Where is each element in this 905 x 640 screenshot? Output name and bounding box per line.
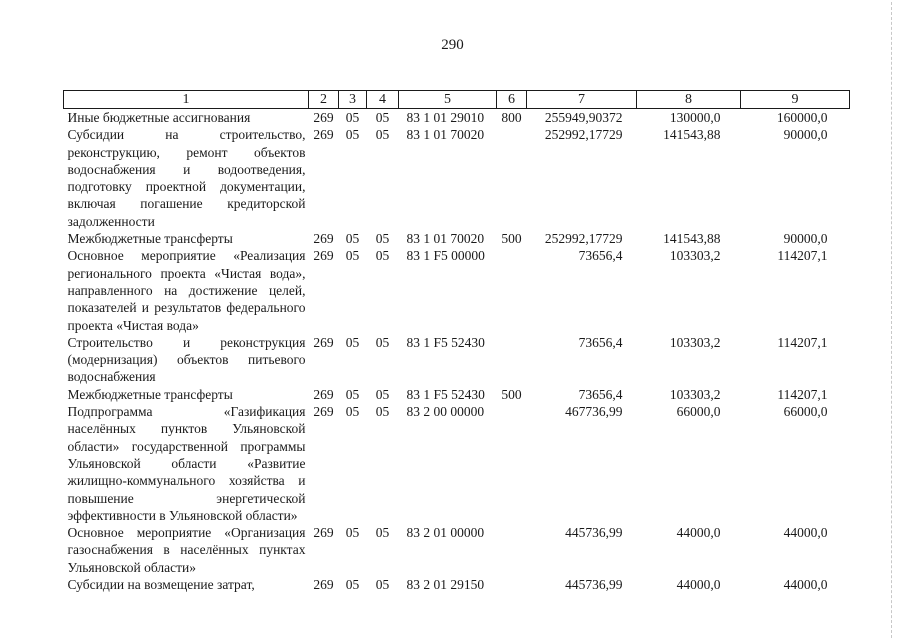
row-subsection: 05 xyxy=(375,248,390,264)
row-value-9: 44000,0 xyxy=(783,525,828,541)
row-subsection: 05 xyxy=(375,127,390,143)
row-value-8: 103303,2 xyxy=(669,386,721,402)
row-name: Субсидии на строительство, реконструкцию, ремонт объектов водоснабжения и водоотведения, подготовку проектной документации, включая погашение кредиторской задолженности xyxy=(67,127,306,229)
row-name: Иные бюджетные ассигнования xyxy=(67,110,251,125)
row-ministry-code: 269 xyxy=(313,404,334,420)
row-expense-type: 500 xyxy=(501,231,522,247)
row-expense-type xyxy=(497,126,527,230)
row-target-code: 83 2 01 00000 xyxy=(406,525,485,541)
row-ministry-code: 269 xyxy=(313,231,334,247)
scan-edge-line xyxy=(891,2,892,638)
page-number: 290 xyxy=(441,37,464,53)
header-col-2: 2 xyxy=(309,91,339,109)
row-target-code: 83 1 F5 52430 xyxy=(406,386,485,402)
row-expense-type xyxy=(497,334,527,386)
row-expense-type xyxy=(497,576,527,593)
row-subsection: 05 xyxy=(375,577,390,593)
row-subsection: 05 xyxy=(375,386,390,402)
table-row xyxy=(64,403,850,524)
row-value-8: 130000,0 xyxy=(669,110,721,125)
row-section: 05 xyxy=(345,248,360,264)
row-ministry-code: 269 xyxy=(313,386,334,402)
row-target-code: 83 1 F5 52430 xyxy=(406,334,485,350)
row-value-7: 252992,17729 xyxy=(544,231,623,247)
row-value-9: 90000,0 xyxy=(783,231,828,247)
header-col-9: 9 xyxy=(741,91,850,109)
row-section: 05 xyxy=(345,334,360,350)
table-body xyxy=(64,109,850,594)
row-value-8: 66000,0 xyxy=(676,404,721,420)
row-expense-type xyxy=(497,247,527,333)
header-col-5: 5 xyxy=(399,91,497,109)
row-subsection: 05 xyxy=(375,404,390,420)
row-expense-type xyxy=(497,403,527,524)
row-value-9: 114207,1 xyxy=(777,386,828,402)
row-ministry-code: 269 xyxy=(313,110,334,125)
row-ministry-code: 269 xyxy=(313,577,334,593)
row-section: 05 xyxy=(345,231,360,247)
row-expense-type xyxy=(497,524,527,576)
table-row xyxy=(64,576,850,593)
row-value-7: 255949,90372 xyxy=(544,110,623,125)
row-name: Межбюджетные трансферты xyxy=(67,386,233,402)
row-ministry-code: 269 xyxy=(313,525,334,541)
table-row xyxy=(64,386,850,403)
row-value-8: 141543,88 xyxy=(663,127,721,143)
row-section: 05 xyxy=(345,577,360,593)
row-value-7: 445736,99 xyxy=(565,525,623,541)
row-value-9: 90000,0 xyxy=(783,127,828,143)
row-value-9: 114207,1 xyxy=(777,334,828,350)
table-row xyxy=(64,524,850,576)
header-col-4: 4 xyxy=(367,91,399,109)
row-ministry-code: 269 xyxy=(313,334,334,350)
row-target-code: 83 2 01 29150 xyxy=(406,577,485,593)
row-value-9: 44000,0 xyxy=(783,577,828,593)
row-value-8: 141543,88 xyxy=(663,231,721,247)
row-subsection: 05 xyxy=(375,110,390,125)
row-section: 05 xyxy=(345,127,360,143)
row-target-code: 83 1 01 29010 xyxy=(406,110,485,125)
row-name: Межбюджетные трансферты xyxy=(67,231,233,247)
row-name: Основное мероприятие «Организация газоснабжения в населённых пунктах Ульяновской области» xyxy=(67,525,306,575)
row-value-8: 44000,0 xyxy=(676,577,721,593)
row-value-8: 103303,2 xyxy=(669,334,721,350)
header-col-1: 1 xyxy=(64,91,309,109)
header-col-8: 8 xyxy=(637,91,741,109)
table-row xyxy=(64,247,850,333)
budget-table xyxy=(63,90,850,593)
row-target-code: 83 1 01 70020 xyxy=(406,127,485,143)
row-value-7: 73656,4 xyxy=(578,334,623,350)
row-value-7: 467736,99 xyxy=(565,404,623,420)
row-value-8: 44000,0 xyxy=(676,525,721,541)
row-subsection: 05 xyxy=(375,231,390,247)
row-subsection: 05 xyxy=(375,334,390,350)
row-name: Подпрограмма «Газификация населённых пунктов Ульяновской области» государственной программы Ульяновской области «Развитие жилищно-коммунального хозяйства и повышение энергетической эффективности в Ульяновской области» xyxy=(67,404,306,523)
row-value-7: 73656,4 xyxy=(578,386,623,402)
header-col-3: 3 xyxy=(339,91,367,109)
row-value-9: 114207,1 xyxy=(777,248,828,264)
row-expense-type: 800 xyxy=(501,110,522,125)
row-value-9: 66000,0 xyxy=(783,404,828,420)
table-header xyxy=(64,91,850,109)
row-section: 05 xyxy=(345,110,360,125)
row-name: Субсидии на возмещение затрат, xyxy=(67,577,255,593)
row-value-8: 103303,2 xyxy=(669,248,721,264)
row-name: Основное мероприятие «Реализация регионального проекта «Чистая вода», направленного на достижение целей, показателей и результатов федерального проекта «Чистая вода» xyxy=(67,248,306,333)
row-section: 05 xyxy=(345,386,360,402)
row-value-7: 73656,4 xyxy=(578,248,623,264)
table-row xyxy=(64,334,850,386)
row-value-7: 445736,99 xyxy=(565,577,623,593)
row-target-code: 83 1 F5 00000 xyxy=(406,248,485,264)
row-ministry-code: 269 xyxy=(313,248,334,264)
header-row xyxy=(64,91,850,109)
row-value-7: 252992,17729 xyxy=(544,127,623,143)
row-section: 05 xyxy=(345,404,360,420)
row-target-code: 83 2 00 00000 xyxy=(406,404,485,420)
header-col-6: 6 xyxy=(497,91,527,109)
header-col-7: 7 xyxy=(527,91,637,109)
row-ministry-code: 269 xyxy=(313,127,334,143)
table-row xyxy=(64,230,850,247)
row-expense-type: 500 xyxy=(501,386,522,402)
row-target-code: 83 1 01 70020 xyxy=(406,231,485,247)
row-value-9: 160000,0 xyxy=(776,110,828,125)
table-row xyxy=(64,109,850,127)
row-section: 05 xyxy=(345,525,360,541)
row-name: Строительство и реконструкция (модернизация) объектов питьевого водоснабжения xyxy=(67,334,306,385)
row-subsection: 05 xyxy=(375,525,390,541)
table-row xyxy=(64,126,850,230)
